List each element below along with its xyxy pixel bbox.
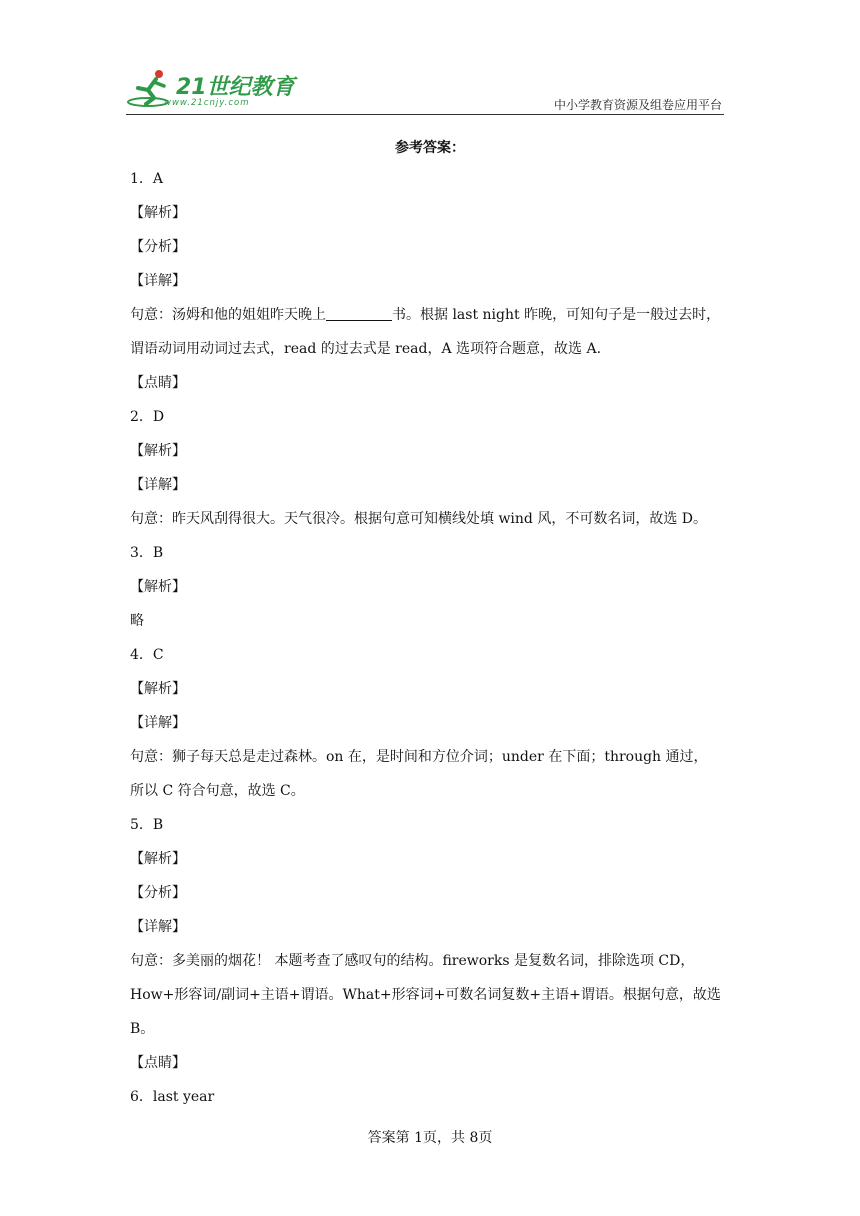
section-tag: 【分析】 bbox=[130, 885, 186, 901]
answer-blank bbox=[326, 306, 392, 321]
explanation-line: B。 bbox=[130, 1021, 155, 1037]
explanation-line: 句意：昨天风刮得很大。天气很冷。根据句意可知横线处填 wind 风，不可数名词，故选 D。 bbox=[130, 511, 708, 527]
explanation-line bbox=[130, 298, 730, 332]
platform-name: 中小学教育资源及组卷应用平台 bbox=[553, 98, 722, 112]
logo-wordmark: 21世纪教育 bbox=[176, 75, 295, 100]
explanation-line: 句意：狮子每天总是走过森林。on 在，是时间和方位介词；under 在下面；through 通过， bbox=[130, 749, 708, 765]
logo bbox=[126, 68, 301, 110]
answer-number: 3．B bbox=[130, 545, 164, 561]
header-divider bbox=[126, 114, 724, 115]
logo-url: www.21cnjy.com bbox=[164, 98, 250, 108]
section-tag: 【点睛】 bbox=[130, 375, 186, 391]
section-tag: 【详解】 bbox=[130, 477, 186, 493]
section-tag: 【解析】 bbox=[130, 205, 186, 221]
section-tag: 【解析】 bbox=[130, 579, 186, 595]
explanation-line: 谓语动词用动词过去式，read 的过去式是 read，A 选项符合题意，故选 A. bbox=[130, 341, 602, 357]
explanation-line: How+形容词/副词+主语+谓语。What+形容词+可数名词复数+主语+谓语。根据句意，故选 bbox=[130, 987, 721, 1003]
explanation-line: 所以 C 符合句意，故选 C。 bbox=[130, 783, 305, 799]
answer-number: 5．B bbox=[130, 817, 164, 833]
section-tag: 【详解】 bbox=[130, 919, 186, 935]
answer-number: 1．A bbox=[130, 171, 164, 187]
section-tag: 【解析】 bbox=[130, 851, 186, 867]
answer-list bbox=[130, 162, 730, 1114]
explanation-text: 句意：汤姆和他的姐姐昨天晚上 bbox=[130, 307, 326, 323]
page-title: 参考答案： bbox=[395, 140, 465, 156]
answer-number: 2．D bbox=[130, 409, 165, 425]
section-tag: 【分析】 bbox=[130, 239, 186, 255]
answer-number: 4．C bbox=[130, 647, 164, 663]
explanation-text: 书。根据 last night 昨晚，可知句子是一般过去时， bbox=[392, 307, 721, 323]
answer-number: 6．last year bbox=[130, 1089, 215, 1105]
page-footer: 答案第 1页，共 8页 bbox=[367, 1130, 493, 1146]
section-tag: 【详解】 bbox=[130, 715, 186, 731]
page-header bbox=[126, 66, 724, 116]
section-tag: 【解析】 bbox=[130, 443, 186, 459]
section-tag: 【点睛】 bbox=[130, 1055, 186, 1071]
section-tag: 【详解】 bbox=[130, 273, 186, 289]
section-tag: 【解析】 bbox=[130, 681, 186, 697]
explanation-line: 略 bbox=[130, 613, 144, 629]
explanation-line: 句意：多美丽的烟花！ 本题考查了感叹句的结构。fireworks 是复数名词，排除选项 CD， bbox=[130, 953, 695, 969]
